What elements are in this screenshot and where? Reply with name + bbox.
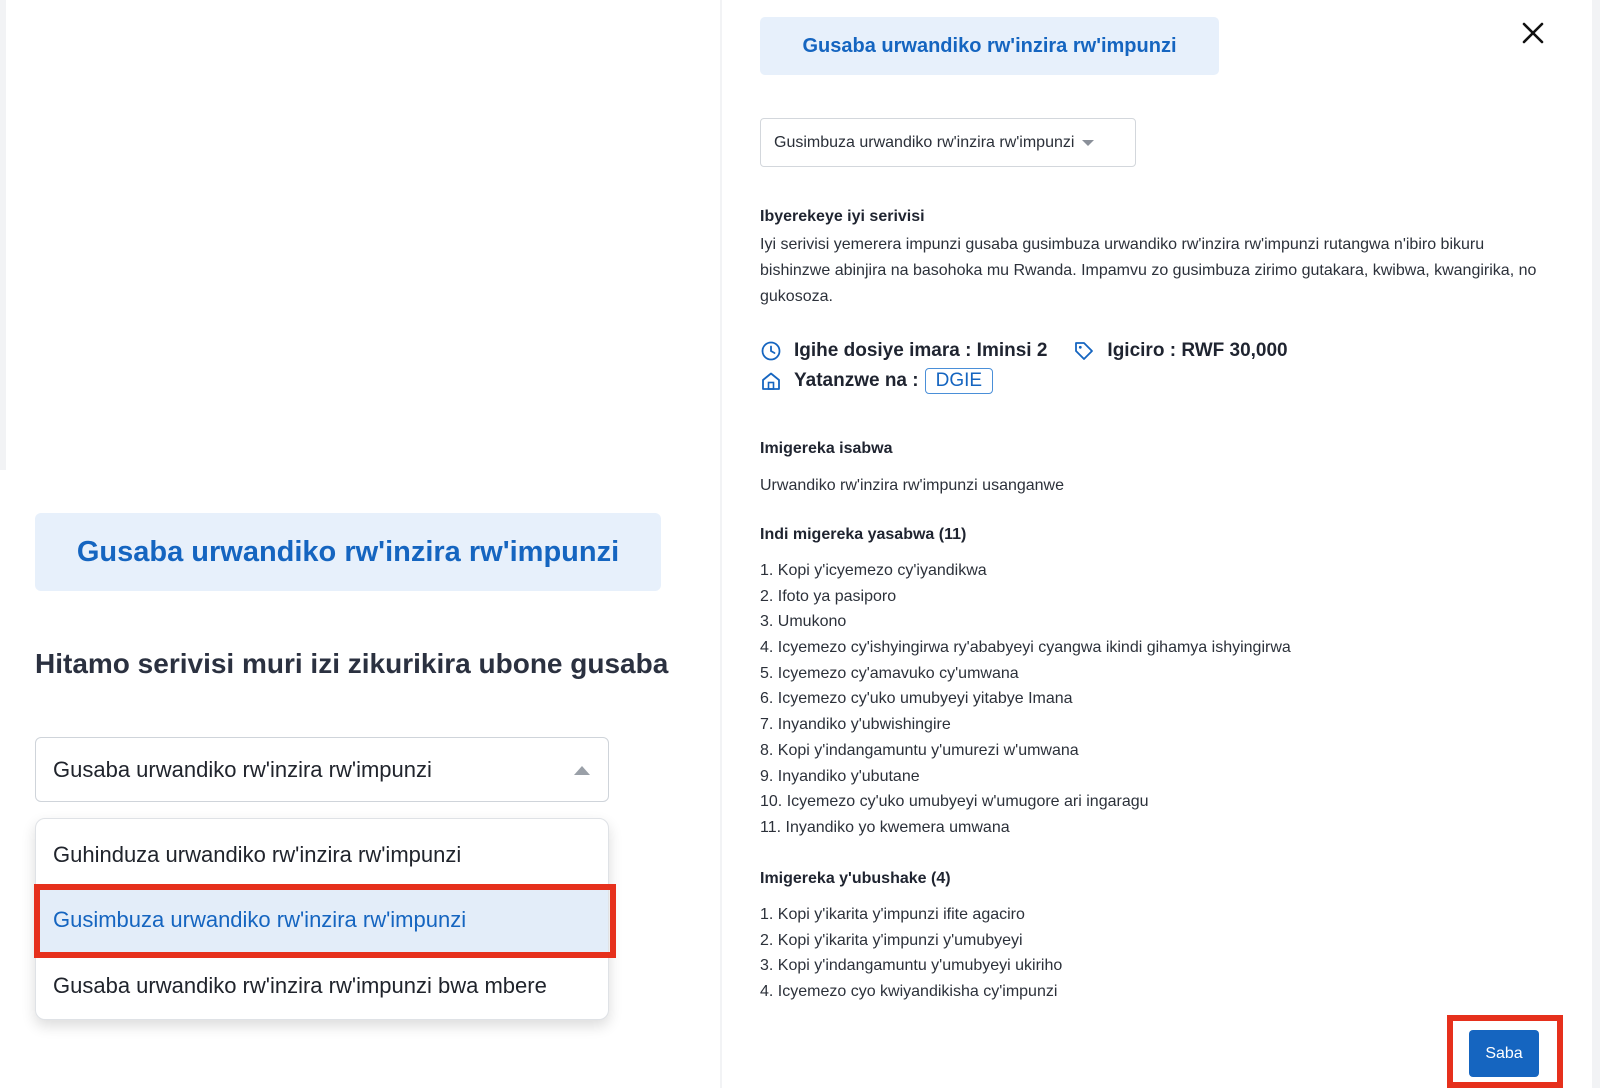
service-dropdown-list — [35, 818, 609, 1020]
required-docs-heading: Indi migereka yasabwa (11) — [760, 526, 967, 543]
panel-service-select[interactable] — [760, 118, 1136, 167]
list-item: 1. Kopi y'ikarita y'impunzi ifite agaciro — [760, 906, 1025, 923]
meta-row-provider — [760, 368, 993, 394]
about-text: Iyi serivisi yemerera impunzi gusaba gusimbuza urwandiko rw'inzira rw'impunzi rutangwa n'ibiro bikuru bishinzwe abinjira na basohoka mu Rwanda. Impamvu zo gusimbuza zirimo gutakara, kwibwa, kwangirika, no gukosoza. — [760, 236, 1537, 305]
hero-title: Gusaba urwandiko rw'inzira rw'impunzi — [35, 513, 661, 591]
list-item: 2. Ifoto ya pasiporo — [760, 587, 897, 605]
tag-icon — [1073, 340, 1095, 362]
service-select[interactable] — [35, 737, 609, 802]
list-item: 8. Kopi y'indangamuntu y'umurezi w'umwana — [760, 741, 1079, 759]
left-blank-area — [6, 0, 720, 470]
list-item: 11. Inyandiko yo kwemera umwana — [760, 818, 1010, 836]
price: Igiciro : RWF 30,000 — [1107, 340, 1288, 361]
list-item: 9. Inyandiko y'ubutane — [760, 767, 920, 785]
meta-row-time-price — [760, 340, 1288, 362]
caret-down-icon — [1082, 140, 1094, 146]
home-icon — [760, 370, 782, 392]
optional-docs-list — [760, 902, 1062, 1005]
list-item: 3. Kopi y'indangamuntu y'umubyeyi ukiriho — [760, 957, 1063, 975]
list-item: 3. Umukono — [760, 613, 847, 631]
clock-icon — [760, 340, 782, 362]
dropdown-option[interactable] — [36, 953, 608, 1019]
caret-up-icon — [574, 766, 590, 775]
dropdown-option-selected[interactable] — [36, 887, 608, 953]
list-item: 10. Icyemezo cy'uko umubyeyi w'umugore ari ingaragu — [760, 793, 1149, 811]
list-item: 6. Icyemezo cy'uko umubyeyi yitabye Imana — [760, 690, 1073, 708]
about-heading: Ibyerekeye iyi serivisi — [760, 208, 925, 225]
panel-select-value: Gusimbuza urwandiko rw'inzira rw'impunzi — [774, 133, 1075, 151]
service-select-value: Gusaba urwandiko rw'inzira rw'impunzi — [53, 756, 432, 782]
dropdown-option-label: Guhinduza urwandiko rw'inzira rw'impunzi — [53, 842, 462, 867]
list-item: 1. Kopi y'icyemezo cy'iyandikwa — [760, 562, 987, 579]
submit-button[interactable]: Saba — [1469, 1030, 1539, 1077]
output-item: Urwandiko rw'inzira rw'impunzi usanganwe — [760, 477, 1065, 494]
provided-by-label: Yatanzwe na : — [794, 370, 919, 391]
list-item: 5. Icyemezo cy'amavuko cy'umwana — [760, 664, 1019, 682]
dropdown-option-label: Gusaba urwandiko rw'inzira rw'impunzi bwa mbere — [53, 973, 547, 998]
panel-title: Gusaba urwandiko rw'inzira rw'impunzi — [760, 17, 1219, 75]
list-item: 7. Inyandiko y'ubwishingire — [760, 716, 951, 734]
output-heading: Imigereka isabwa — [760, 440, 893, 457]
required-docs-list — [760, 558, 1291, 841]
optional-docs-heading: Imigereka y'ubushake (4) — [760, 870, 951, 887]
choose-service-heading: Hitamo serivisi muri izi zikurikira ubone gusaba — [35, 648, 669, 679]
list-item: 4. Icyemezo cyo kwiyandikisha cy'impunzi — [760, 983, 1058, 1001]
processing-time: Igihe dosiye imara : Iminsi 2 — [794, 340, 1048, 361]
dropdown-option[interactable] — [36, 822, 608, 888]
list-item: 4. Icyemezo cy'ishyingirwa ry'ababyeyi cyangwa ikindi gihamya ishyingirwa — [760, 639, 1291, 657]
dropdown-option-label: Gusimbuza urwandiko rw'inzira rw'impunzi — [53, 907, 467, 932]
list-item: 2. Kopi y'ikarita y'impunzi y'umubyeyi — [760, 931, 1023, 949]
provider-badge: DGIE — [925, 368, 993, 394]
close-icon[interactable] — [1520, 20, 1546, 46]
